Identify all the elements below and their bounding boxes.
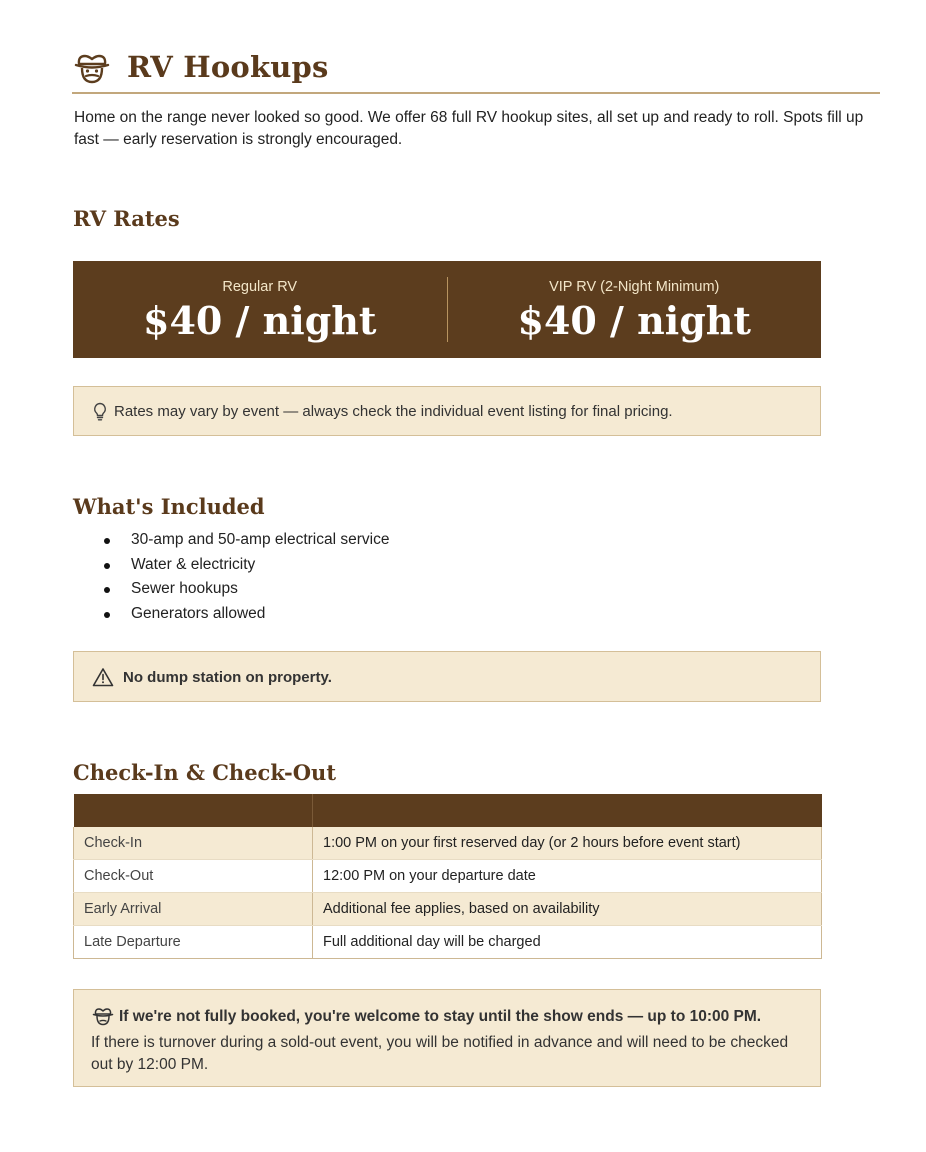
row-label: Check-In (74, 827, 313, 860)
page-header (72, 48, 880, 94)
row-value: 12:00 PM on your departure date (313, 860, 822, 893)
table-row (74, 926, 822, 959)
table-row (74, 827, 822, 860)
rate-label: VIP RV (2-Night Minimum) (549, 279, 720, 295)
rates-note (73, 386, 821, 436)
check-in-out-heading: Check-In & Check-Out (73, 760, 337, 785)
included-list (73, 528, 389, 627)
late-stay-note (73, 989, 821, 1087)
page-title: RV Hookups (127, 50, 329, 84)
table-header-row (74, 794, 822, 827)
vip-rv-rate (448, 261, 822, 358)
dump-station-text: No dump station on property. (123, 669, 332, 686)
list-item: Water & electricity (73, 553, 389, 578)
rates-panel (73, 261, 821, 358)
warning-triangle-icon (92, 667, 114, 687)
late-stay-title: If we're not fully booked, you're welcome to stay until the show ends — up to 10:00 PM. (119, 1008, 762, 1025)
rate-price: $40 / night (143, 298, 377, 343)
rv-rates-heading: RV Rates (73, 206, 180, 231)
dump-station-warning (73, 651, 821, 702)
late-stay-body: If there is turnover during a sold-out event, you will be notified in advance and will need to be checked out by 12:00 PM. (91, 1034, 789, 1073)
row-label: Early Arrival (74, 893, 313, 926)
row-value: Additional fee applies, based on availability (313, 893, 822, 926)
intro-text: Home on the range never looked so good. We offer 68 full RV hookup sites, all set up and ready to roll. Spots fill up fast — early reservation is strongly encouraged. (74, 109, 864, 148)
row-value: Full additional day will be charged (313, 926, 822, 959)
list-item: Generators allowed (73, 602, 389, 627)
list-item: 30-amp and 50-amp electrical service (73, 528, 389, 553)
rate-price: $40 / night (517, 298, 751, 343)
rates-note-text: Rates may vary by event — always check the individual event listing for final pricing. (114, 403, 673, 420)
whats-included-heading: What's Included (73, 494, 265, 519)
rate-label: Regular RV (222, 279, 298, 295)
cowboy-face-icon (74, 50, 110, 86)
check-in-out-table (73, 794, 822, 959)
row-label: Late Departure (74, 926, 313, 959)
cowboy-face-icon (92, 1006, 114, 1026)
lightbulb-icon (92, 402, 108, 422)
row-value: 1:00 PM on your first reserved day (or 2 hours before event start) (313, 827, 822, 860)
table-row (74, 860, 822, 893)
list-item: Sewer hookups (73, 577, 389, 602)
regular-rv-rate (73, 277, 448, 342)
table-row (74, 893, 822, 926)
row-label: Check-Out (74, 860, 313, 893)
